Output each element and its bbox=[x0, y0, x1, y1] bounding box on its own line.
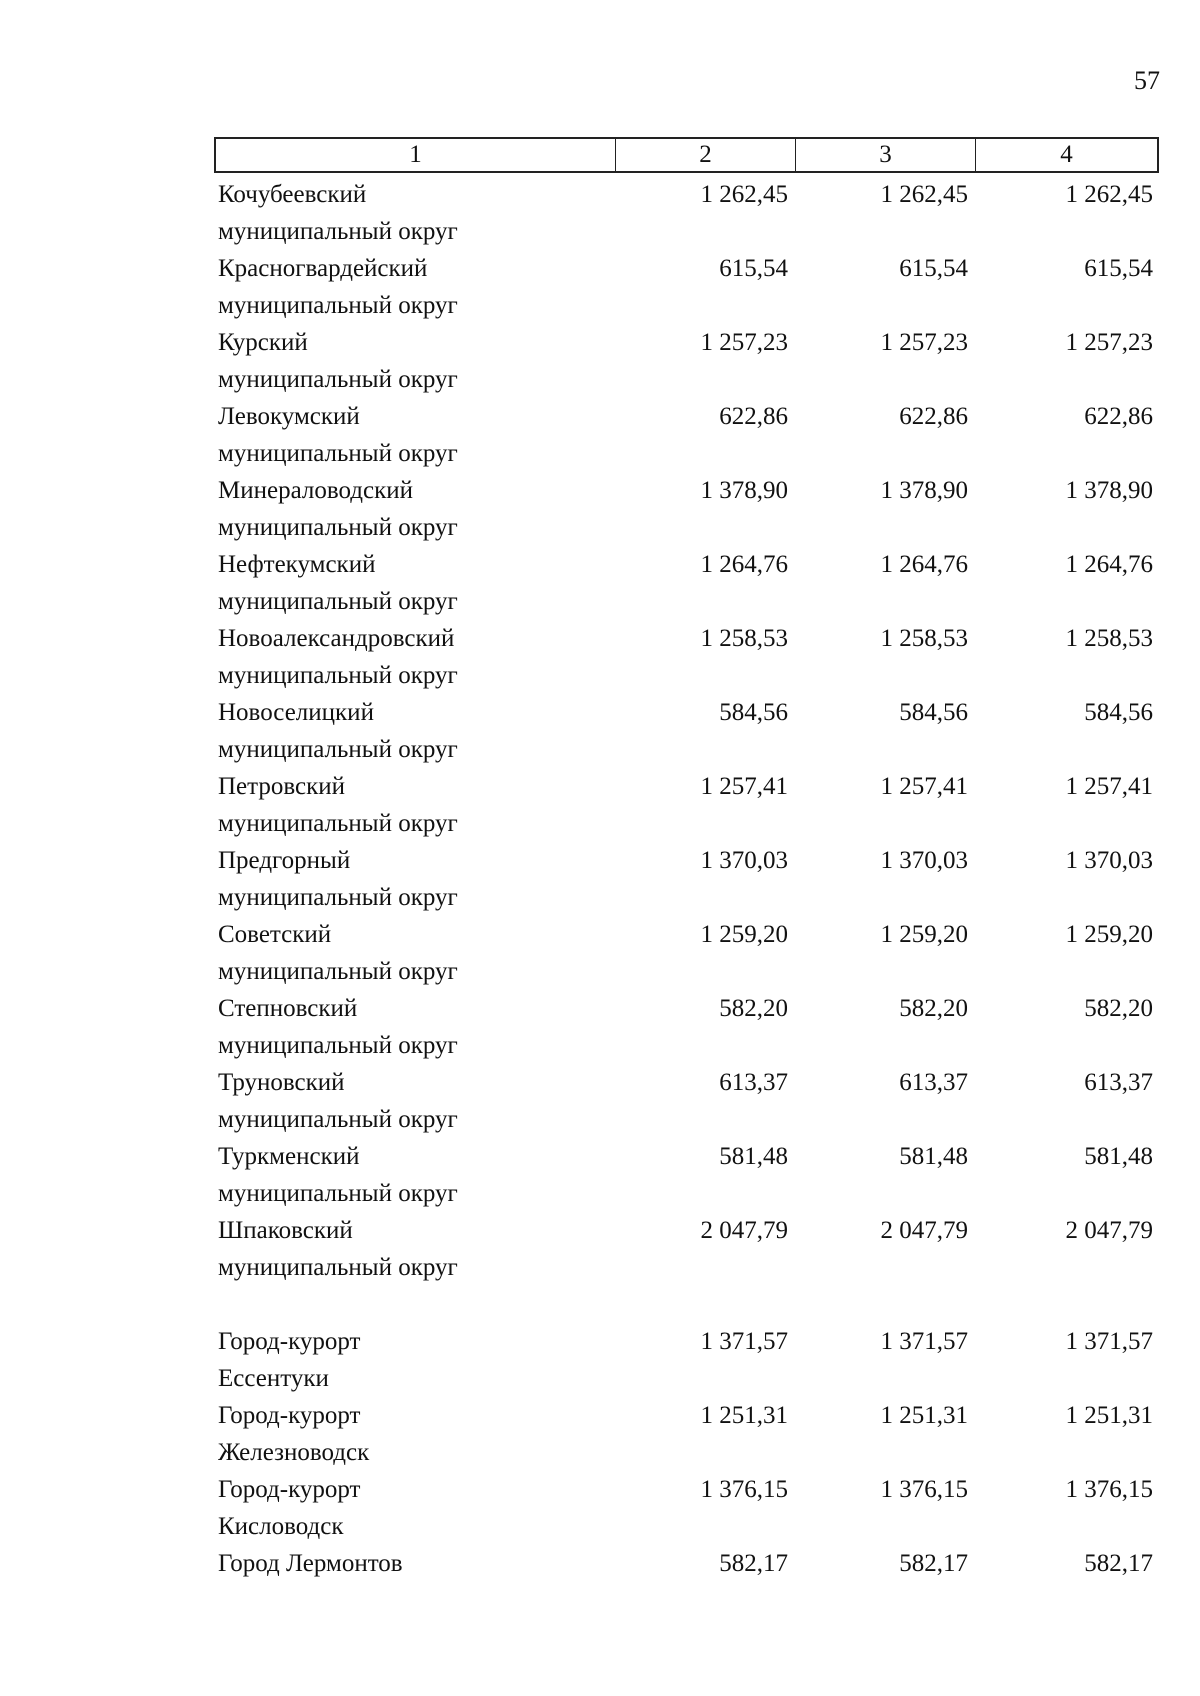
value-col-4: 582,17 bbox=[1084, 1550, 1153, 1577]
value-col-3: 1 258,53 bbox=[880, 625, 968, 652]
value-col-4: 613,37 bbox=[1084, 1069, 1153, 1096]
value-col-4: 1 370,03 bbox=[1065, 847, 1153, 874]
table-row bbox=[214, 768, 1159, 842]
table-row bbox=[214, 398, 1159, 472]
value-col-4: 1 264,76 bbox=[1065, 551, 1153, 578]
value-col-3: 2 047,79 bbox=[880, 1217, 968, 1244]
region-name: Город-курорт Кисловодск bbox=[218, 1476, 361, 1540]
value-col-2: 582,20 bbox=[719, 995, 788, 1022]
value-col-2: 1 370,03 bbox=[700, 847, 788, 874]
value-col-2: 1 251,31 bbox=[700, 1402, 788, 1429]
value-col-4: 1 257,41 bbox=[1065, 773, 1153, 800]
value-col-3: 1 370,03 bbox=[880, 847, 968, 874]
value-col-3: 582,17 bbox=[899, 1550, 968, 1577]
table-row bbox=[214, 620, 1159, 694]
value-col-4: 1 251,31 bbox=[1065, 1402, 1153, 1429]
region-name: Новоалександровский муниципальный округ bbox=[218, 625, 458, 689]
value-col-4: 2 047,79 bbox=[1065, 1217, 1153, 1244]
value-col-3: 1 371,57 bbox=[880, 1328, 968, 1355]
table-row bbox=[214, 1397, 1159, 1471]
region-name: Курский муниципальный округ bbox=[218, 329, 458, 393]
header-cell-3: 3 bbox=[796, 139, 976, 171]
value-col-4: 1 371,57 bbox=[1065, 1328, 1153, 1355]
table-row bbox=[214, 1545, 1159, 1582]
value-col-4: 1 258,53 bbox=[1065, 625, 1153, 652]
value-col-2: 1 264,76 bbox=[700, 551, 788, 578]
value-col-4: 1 378,90 bbox=[1065, 477, 1153, 504]
value-col-3: 1 378,90 bbox=[880, 477, 968, 504]
value-col-2: 622,86 bbox=[719, 403, 788, 430]
table-row bbox=[214, 324, 1159, 398]
region-name: Красногвардейский муниципальный округ bbox=[218, 255, 458, 319]
region-name: Предгорный муниципальный округ bbox=[218, 847, 458, 911]
value-col-3: 622,86 bbox=[899, 403, 968, 430]
region-name: Левокумский муниципальный округ bbox=[218, 403, 458, 467]
table-row bbox=[214, 1064, 1159, 1138]
region-name: Советский муниципальный округ bbox=[218, 921, 458, 985]
value-col-3: 1 259,20 bbox=[880, 921, 968, 948]
value-col-3: 1 251,31 bbox=[880, 1402, 968, 1429]
table-row bbox=[214, 176, 1159, 250]
table-row bbox=[214, 842, 1159, 916]
value-col-2: 2 047,79 bbox=[700, 1217, 788, 1244]
value-col-2: 584,56 bbox=[719, 699, 788, 726]
region-name: Шпаковский муниципальный округ bbox=[218, 1217, 458, 1281]
table-row bbox=[214, 1323, 1159, 1397]
value-col-3: 584,56 bbox=[899, 699, 968, 726]
value-col-4: 622,86 bbox=[1084, 403, 1153, 430]
table-row bbox=[214, 1138, 1159, 1212]
value-col-3: 615,54 bbox=[899, 255, 968, 282]
value-col-3: 581,48 bbox=[899, 1143, 968, 1170]
region-name: Новоселицкий муниципальный округ bbox=[218, 699, 458, 763]
value-col-4: 1 376,15 bbox=[1065, 1476, 1153, 1503]
value-col-2: 1 258,53 bbox=[700, 625, 788, 652]
value-col-2: 1 257,23 bbox=[700, 329, 788, 356]
table-row bbox=[214, 694, 1159, 768]
value-col-2: 1 262,45 bbox=[700, 181, 788, 208]
value-col-3: 1 262,45 bbox=[880, 181, 968, 208]
value-col-3: 1 264,76 bbox=[880, 551, 968, 578]
page-number: 57 bbox=[1134, 66, 1160, 95]
value-col-4: 582,20 bbox=[1084, 995, 1153, 1022]
value-col-4: 584,56 bbox=[1084, 699, 1153, 726]
value-col-3: 613,37 bbox=[899, 1069, 968, 1096]
table-row bbox=[214, 472, 1159, 546]
value-col-2: 1 371,57 bbox=[700, 1328, 788, 1355]
region-name: Минераловодский муниципальный округ bbox=[218, 477, 458, 541]
table-row bbox=[214, 250, 1159, 324]
region-name: Туркменский муниципальный округ bbox=[218, 1143, 458, 1207]
value-col-2: 581,48 bbox=[719, 1143, 788, 1170]
value-col-2: 613,37 bbox=[719, 1069, 788, 1096]
table-body bbox=[214, 176, 1159, 1582]
value-col-2: 615,54 bbox=[719, 255, 788, 282]
region-name: Город-курорт Железноводск bbox=[218, 1402, 370, 1466]
value-col-3: 1 257,23 bbox=[880, 329, 968, 356]
value-col-3: 582,20 bbox=[899, 995, 968, 1022]
region-name: Нефтекумский муниципальный округ bbox=[218, 551, 458, 615]
header-cell-4: 4 bbox=[1060, 141, 1073, 168]
region-name: Город-курорт Ессентуки bbox=[218, 1328, 361, 1392]
region-name: Город Лермонтов bbox=[218, 1550, 403, 1577]
value-col-4: 1 257,23 bbox=[1065, 329, 1153, 356]
region-name: Труновский муниципальный округ bbox=[218, 1069, 458, 1133]
table-row bbox=[214, 990, 1159, 1064]
value-col-3: 1 257,41 bbox=[880, 773, 968, 800]
value-col-4: 1 259,20 bbox=[1065, 921, 1153, 948]
value-col-2: 1 376,15 bbox=[700, 1476, 788, 1503]
value-col-4: 1 262,45 bbox=[1065, 181, 1153, 208]
header-cell-2: 2 bbox=[616, 139, 796, 171]
value-col-2: 582,17 bbox=[719, 1550, 788, 1577]
value-col-2: 1 378,90 bbox=[700, 477, 788, 504]
region-name: Степновский муниципальный округ bbox=[218, 995, 458, 1059]
value-col-2: 1 259,20 bbox=[700, 921, 788, 948]
region-name: Кочубеевский муниципальный округ bbox=[218, 181, 458, 245]
value-col-4: 581,48 bbox=[1084, 1143, 1153, 1170]
header-cell-1: 1 bbox=[216, 139, 616, 171]
region-name: Петровский муниципальный округ bbox=[218, 773, 458, 837]
table-row bbox=[214, 1471, 1159, 1545]
value-col-4: 615,54 bbox=[1084, 255, 1153, 282]
table-header bbox=[214, 137, 1159, 173]
value-col-3: 1 376,15 bbox=[880, 1476, 968, 1503]
value-col-2: 1 257,41 bbox=[700, 773, 788, 800]
table-row bbox=[214, 1212, 1159, 1286]
table-row bbox=[214, 546, 1159, 620]
table-row bbox=[214, 916, 1159, 990]
